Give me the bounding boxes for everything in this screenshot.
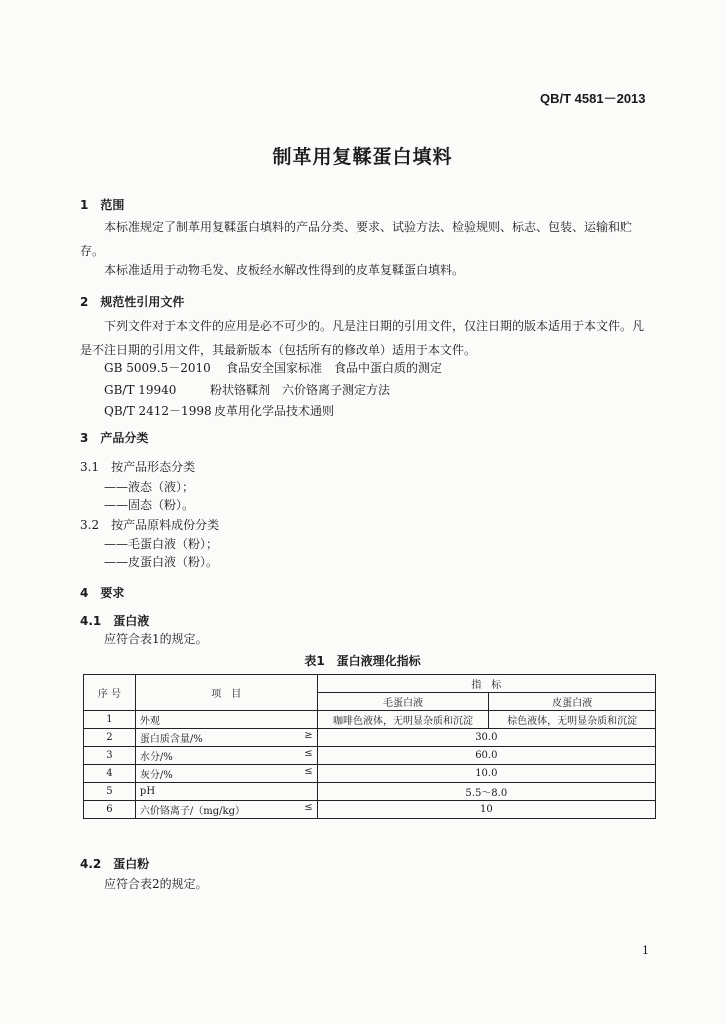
section-3-heading: 3 产品分类 — [80, 431, 149, 445]
row-value: 60.0 — [317, 747, 655, 765]
row-value-hide: 棕色液体，无明显杂质和沉淀 — [489, 711, 656, 729]
header-item: 项 目 — [135, 675, 317, 711]
row-item-cell — [135, 801, 317, 819]
document-title: 制革用复鞣蛋白填料 — [272, 146, 453, 168]
reference-code: QB/T 2412－1998 — [104, 404, 212, 418]
table-row — [84, 765, 656, 783]
section-4-1-heading: 4.1 蛋白液 — [80, 614, 150, 628]
row-value: 30.0 — [317, 729, 655, 747]
reference-code: GB/T 19940 — [104, 383, 177, 397]
reference-item — [104, 402, 334, 419]
row-value-wool: 咖啡色液体，无明显杂质和沉淀 — [317, 711, 489, 729]
reference-item — [104, 381, 390, 398]
header-wool-protein: 毛蛋白液 — [317, 693, 489, 711]
table-header-row — [84, 675, 656, 693]
comparison-symbol: ≥ — [304, 730, 313, 741]
section-3-2-heading: 3.2 按产品原料成份分类 — [80, 518, 220, 532]
row-no: 4 — [84, 765, 136, 783]
list-item: ——皮蛋白液（粉）。 — [104, 555, 219, 569]
standard-number: QB/T 4581－2013 — [540, 91, 646, 106]
row-no: 2 — [84, 729, 136, 747]
reference-item — [104, 359, 442, 376]
row-no: 3 — [84, 747, 136, 765]
table-row — [84, 711, 656, 729]
section-1-paragraph-1: 本标准规定了制革用复鞣蛋白填料的产品分类、要求、试验方法、检验规则、标志、包装、运输和贮存。 — [80, 220, 633, 258]
table-row — [84, 801, 656, 819]
properties-table — [83, 674, 656, 819]
row-item: 水分/% — [139, 752, 173, 763]
section-2-heading: 2 规范性引用文件 — [80, 295, 185, 309]
reference-title: 粉状铬鞣剂 六价铬离子测定方法 — [210, 383, 391, 397]
header-hide-protein: 皮蛋白液 — [489, 693, 656, 711]
row-item: 蛋白质含量/% — [139, 734, 203, 745]
header-index: 指 标 — [317, 675, 655, 693]
row-value: 10 — [317, 801, 655, 819]
reference-title: 皮革用化学品技术通则 — [214, 404, 335, 418]
comparison-symbol: ≤ — [304, 748, 313, 759]
section-4-2-heading: 4.2 蛋白粉 — [80, 857, 150, 871]
comparison-symbol: ≤ — [304, 802, 313, 813]
reference-code: GB 5009.5－2010 — [104, 361, 211, 375]
row-no: 6 — [84, 801, 136, 819]
row-no: 5 — [84, 783, 136, 801]
section-4-heading: 4 要求 — [80, 586, 125, 600]
section-4-1-text: 应符合表1的规定。 — [104, 632, 208, 646]
row-item-cell — [135, 747, 317, 765]
row-item: 灰分/% — [139, 770, 173, 781]
row-item: 外观 — [135, 711, 317, 729]
row-value: 5.5～8.0 — [317, 783, 655, 801]
section-4-2-text: 应符合表2的规定。 — [104, 877, 208, 891]
page-number: 1 — [642, 944, 649, 957]
row-item-cell — [135, 729, 317, 747]
row-item: pH — [135, 783, 317, 801]
list-item: ——毛蛋白液（粉）； — [104, 537, 219, 551]
section-1-paragraph-2: 本标准适用于动物毛发、皮板经水解改性得到的皮革复鞣蛋白填料。 — [104, 263, 465, 277]
section-3-1-heading: 3.1 按产品形态分类 — [80, 460, 196, 474]
header-no: 序 号 — [84, 675, 136, 711]
reference-title: 食品安全国家标准 食品中蛋白质的测定 — [226, 361, 443, 375]
section-1-heading: 1 范围 — [80, 198, 125, 212]
table-row — [84, 747, 656, 765]
table-caption: 表1 蛋白液理化指标 — [304, 654, 421, 668]
table-row — [84, 783, 656, 801]
list-item: ——固态（粉）。 — [104, 498, 195, 512]
comparison-symbol: ≤ — [304, 766, 313, 777]
section-2-paragraph-1: 下列文件对于本文件的应用是必不可少的。凡是注日期的引用文件，仅注日期的版本适用于本文件。凡是不注日期的引用文件，其最新版本（包括所有的修改单）适用于本文件。 — [80, 319, 645, 357]
row-item: 六价铬离子/（mg/kg） — [139, 806, 246, 817]
row-item-cell — [135, 765, 317, 783]
row-no: 1 — [84, 711, 136, 729]
list-item: ——液态（液）； — [104, 480, 195, 494]
row-value: 10.0 — [317, 765, 655, 783]
table-row — [84, 729, 656, 747]
